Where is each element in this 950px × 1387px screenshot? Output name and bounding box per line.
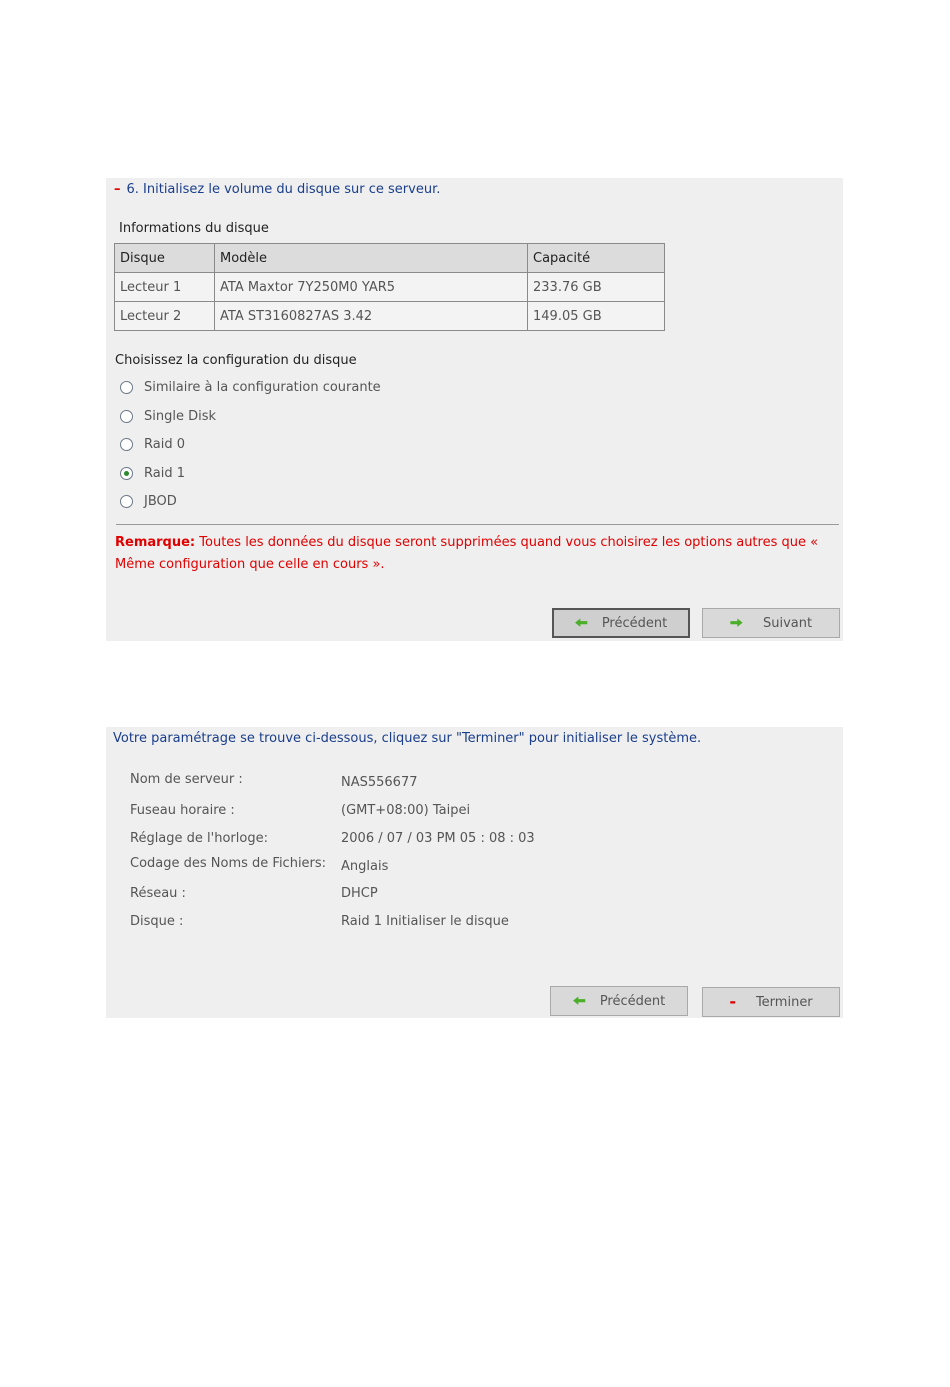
next-button-label: Suivant (762, 615, 813, 631)
remark-title: Remarque: (115, 535, 196, 550)
remark-body: Toutes les données du disque seront supprimées quand vous choisirez les options autres que « Même configuration que celle en cours ». (115, 535, 819, 572)
radio-label: JBOD (144, 493, 177, 509)
disk-info-label: Informations du disque (119, 221, 269, 236)
summary-value-disk: Raid 1 Initialiser le disque (341, 914, 509, 929)
radio-button[interactable] (120, 381, 133, 394)
collapse-icon[interactable]: – (114, 182, 121, 197)
radio-button[interactable] (120, 410, 133, 423)
radio-button[interactable] (120, 438, 133, 451)
table-cell: ATA ST3160827AS 3.42 (215, 302, 528, 331)
summary-label-network: Réseau : (130, 886, 186, 901)
step-title (114, 182, 440, 197)
disk-table (114, 243, 665, 331)
divider (116, 524, 839, 525)
table-row (115, 302, 665, 331)
previous-button-label: Précédent (599, 993, 666, 1009)
radio-label: Similaire à la configuration courante (144, 379, 381, 395)
table-cell: 149.05 GB (528, 302, 665, 331)
table-cell: Lecteur 2 (115, 302, 215, 331)
table-cell: ATA Maxtor 7Y250M0 YAR5 (215, 273, 528, 302)
radio-option-single-disk[interactable] (120, 406, 216, 426)
arrow-left-icon: 🠨 (574, 613, 588, 632)
config-label: Choisissez la configuration du disque (115, 353, 357, 368)
next-button[interactable] (702, 608, 840, 638)
table-cell: Lecteur 1 (115, 273, 215, 302)
arrow-right-icon: 🠪 (729, 613, 743, 632)
table-header-row (115, 244, 665, 273)
finish-button[interactable] (702, 987, 840, 1017)
step-title-text: 6. Initialisez le volume du disque sur ce serveur. (126, 182, 441, 197)
summary-title: Votre paramétrage se trouve ci-dessous, cliquez sur "Terminer" pour initialiser le système. (113, 731, 702, 746)
disk-init-panel (106, 178, 843, 641)
summary-value-server-name: NAS556677 (341, 775, 418, 790)
summary-label-filename-encoding: Codage des Noms de Fichiers: (130, 856, 327, 871)
previous-button-label: Précédent (601, 615, 668, 631)
radio-option-raid1[interactable] (120, 463, 185, 483)
previous-button[interactable] (550, 986, 688, 1016)
column-header-capacity: Capacité (528, 244, 665, 273)
summary-value-clock: 2006 / 07 / 03 PM 05 : 08 : 03 (341, 831, 535, 846)
previous-button[interactable] (552, 608, 690, 638)
column-header-disk: Disque (115, 244, 215, 273)
summary-value-filename-encoding: Anglais (341, 859, 389, 874)
remark-text (115, 532, 830, 576)
radio-option-jbod[interactable] (120, 491, 177, 511)
summary-label-clock: Réglage de l'horloge: (130, 831, 268, 846)
radio-button-selected[interactable] (120, 467, 133, 480)
summary-label-server-name: Nom de serveur : (130, 772, 243, 787)
column-header-model: Modèle (215, 244, 528, 273)
table-cell: 233.76 GB (528, 273, 665, 302)
radio-label: Raid 1 (144, 465, 185, 481)
radio-label: Raid 0 (144, 436, 185, 452)
summary-panel (106, 727, 843, 1018)
arrow-left-icon: 🠨 (572, 991, 586, 1010)
radio-option-raid0[interactable] (120, 434, 185, 454)
table-row (115, 273, 665, 302)
summary-value-timezone: (GMT+08:00) Taipei (341, 803, 471, 818)
minus-icon: - (729, 992, 736, 1011)
finish-button-label: Terminer (755, 994, 813, 1010)
radio-option-same-config[interactable] (120, 377, 381, 397)
summary-label-timezone: Fuseau horaire : (130, 803, 235, 818)
summary-value-network: DHCP (341, 886, 378, 901)
radio-button[interactable] (120, 495, 133, 508)
summary-label-disk: Disque : (130, 914, 184, 929)
radio-label: Single Disk (144, 408, 217, 424)
